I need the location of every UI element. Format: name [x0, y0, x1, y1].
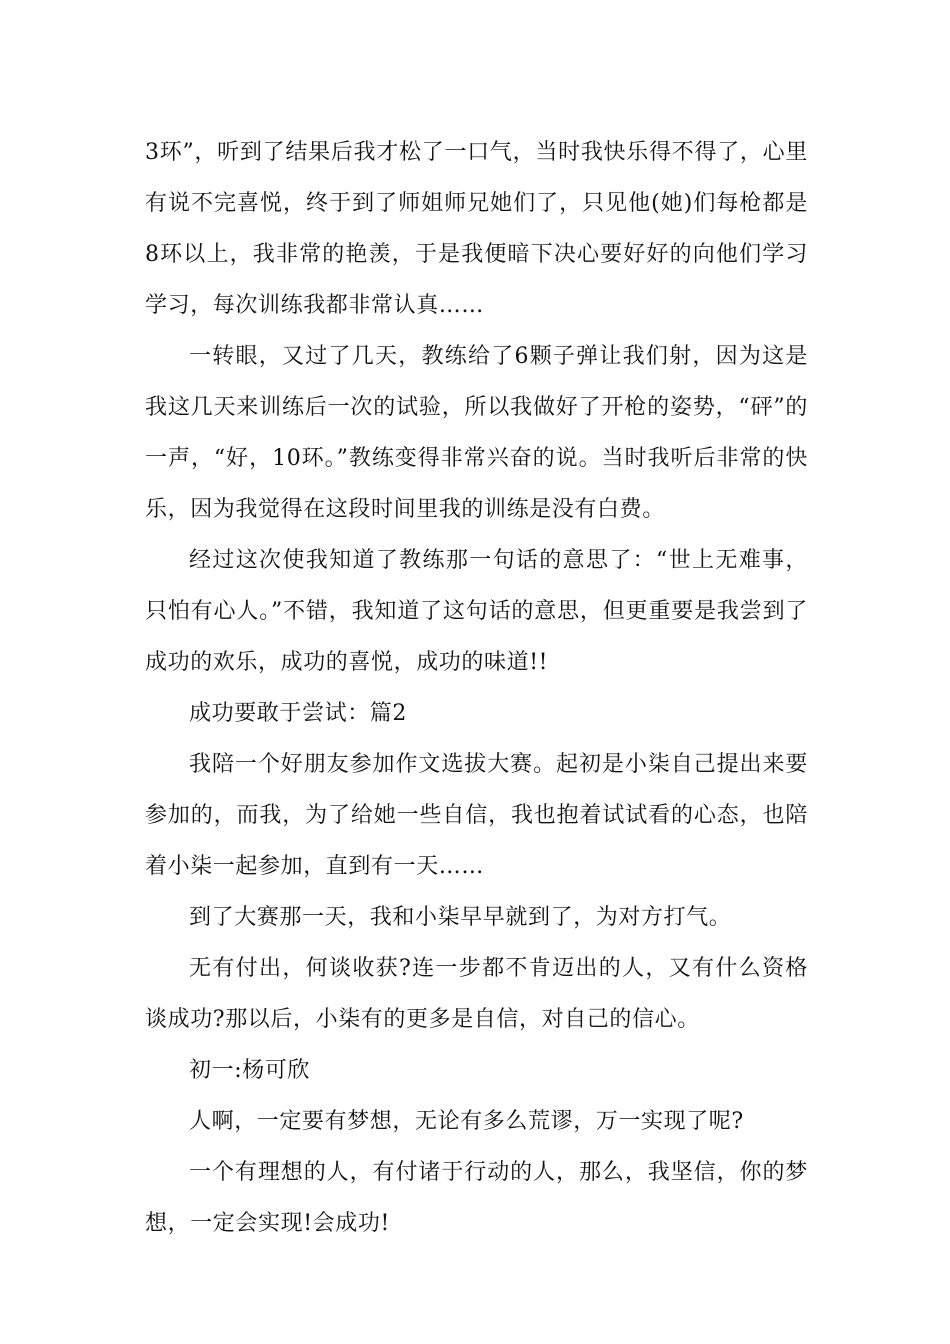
section-heading: 成功要敢于尝试：篇2 — [189, 701, 407, 726]
paragraph-6: 无有付出，何谈收获?连一步都不肯迈出的人，又有什么资格谈成功?那以后，小柒有的更多是自信，对自己的信心。 — [145, 956, 808, 1032]
paragraph-7: 人啊，一定要有梦想，无论有多么荒谬，万一实现了呢? — [189, 1109, 744, 1134]
paragraph-5: 到了大赛那一天，我和小柒早早就到了，为对方打气。 — [189, 905, 732, 930]
paragraph-1: 3环”，听到了结果后我才松了一口气，当时我快乐得不得了，心里有说不完喜悦，终于到了师姐师兄她们了，只见他(她)们每枪都是8环以上，我非常的艳羡，于是我便暗下决心要好好的向他们学习学习，每次训练我都非常认真…… — [145, 140, 808, 318]
paragraph-2: 一转眼，又过了几天，教练给了6颗子弹让我们射，因为这是我这几天来训练后一次的试验，所以我做好了开枪的姿势，“砰”的一声，“好，10环。”教练变得非常兴奋的说。当时我听后非常的快乐，因为我觉得在这段时间里我的训练是没有白费。 — [145, 344, 808, 522]
paragraph-3: 经过这次使我知道了教练那一句话的意思了：“世上无难事，只怕有心人。”不错，我知道了这句话的意思，但更重要是我尝到了成功的欢乐，成功的喜悦，成功的味道!! — [145, 548, 808, 675]
paragraph-8: 一个有理想的人，有付诸于行动的人，那么，我坚信，你的梦想，一定会实现!会成功! — [145, 1160, 808, 1236]
author-line: 初一:杨可欣 — [189, 1058, 311, 1083]
paragraph-4: 我陪一个好朋友参加作文选拔大赛。起初是小柒自己提出来要参加的，而我，为了给她一些自信，我也抱着试试看的心态，也陪着小柒一起参加，直到有一天…… — [145, 752, 808, 879]
document-body — [145, 127, 808, 1249]
